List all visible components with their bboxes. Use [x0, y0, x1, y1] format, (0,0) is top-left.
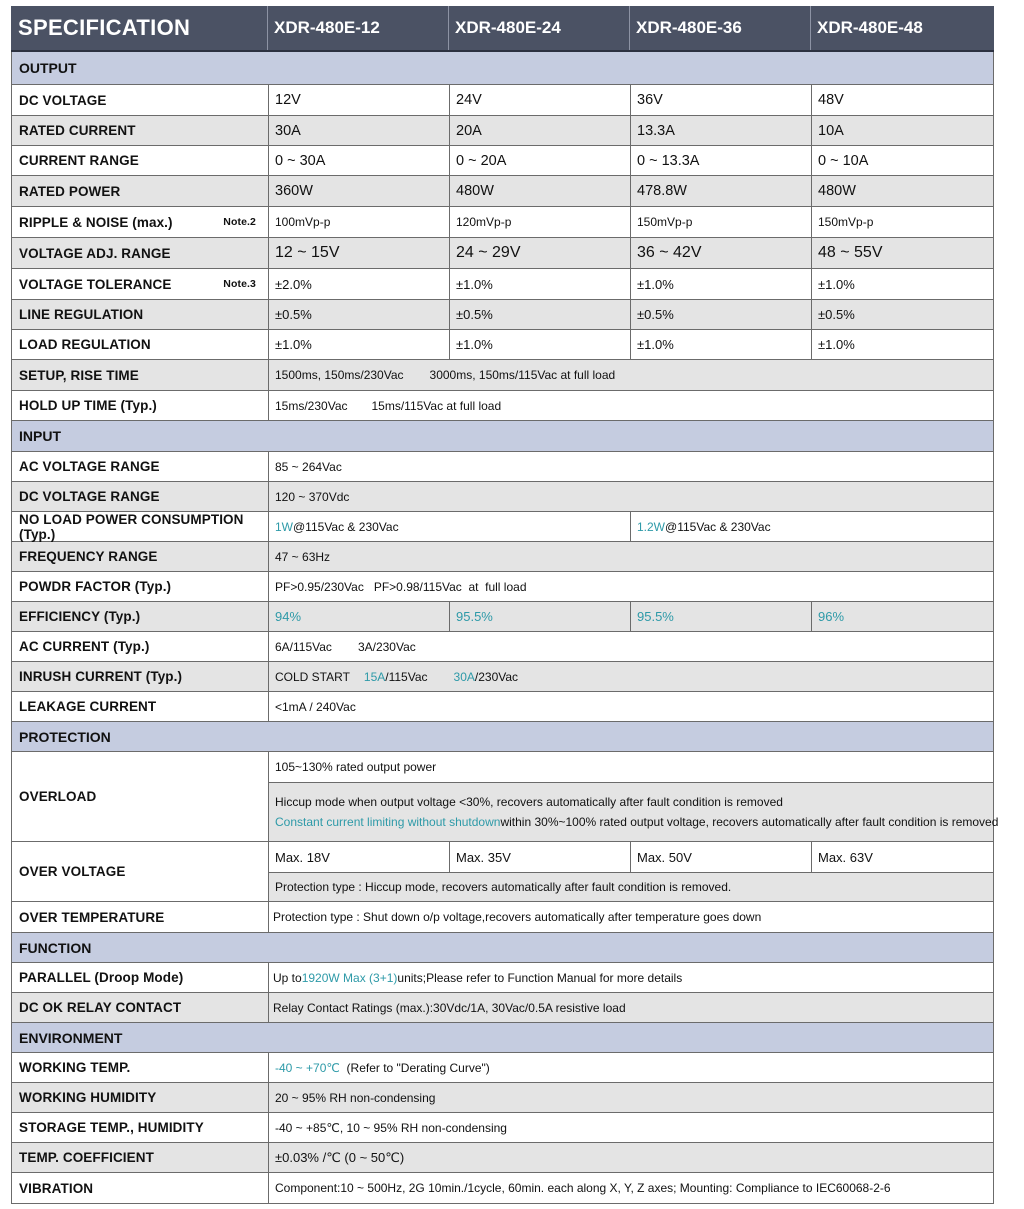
value-text: (Refer to "Derating Curve") — [339, 1060, 490, 1075]
note-badge: Note.2 — [223, 216, 256, 228]
row-overload — [12, 752, 999, 842]
value-cell — [269, 512, 631, 541]
row-label: LEAKAGE CURRENT — [12, 692, 269, 721]
row-dc-voltage — [12, 85, 993, 116]
value-cell: ±1.0% — [450, 269, 631, 299]
row-label: SETUP, RISE TIME — [12, 360, 269, 390]
value-cell: 24V — [450, 85, 631, 115]
value-cell: ±0.5% — [818, 307, 855, 322]
section-protection: PROTECTION — [12, 722, 993, 752]
holdup-230: 15ms/230Vac — [275, 398, 348, 413]
highlight-value: -40 ~ +70℃ — [275, 1060, 340, 1075]
row-label: WORKING HUMIDITY — [12, 1083, 269, 1112]
value-cell: 95.5% — [450, 602, 631, 631]
value-cell: 12V — [269, 85, 450, 115]
ac-current-115: 6A/115Vac — [275, 639, 332, 654]
inrush-prefix: COLD START — [275, 669, 350, 684]
row-label: AC CURRENT (Typ.) — [12, 632, 269, 661]
value-cell: ±1.0% — [269, 330, 450, 359]
value-text: within 30%~100% rated output voltage, recovers automatically after fault condition is removed — [500, 815, 999, 829]
value-cell: 30A — [269, 116, 450, 145]
row-label: RATED POWER — [12, 176, 269, 206]
row-ac-voltage-range — [12, 452, 993, 482]
row-label: FREQUENCY RANGE — [12, 542, 269, 571]
row-label: NO LOAD POWER CONSUMPTION (Typ.) — [12, 512, 269, 541]
row-dc-ok-relay — [12, 993, 993, 1023]
model-header-36: XDR-480E-36 — [630, 6, 811, 50]
value-cell: 20A — [450, 116, 631, 145]
value-cell: ±2.0% — [269, 269, 450, 299]
value-text: /230Vac — [474, 669, 519, 684]
model-header-24: XDR-480E-24 — [449, 6, 630, 50]
row-ripple-noise — [12, 207, 993, 238]
value-cell — [269, 360, 993, 390]
highlight-value: 30A — [453, 669, 475, 684]
specification-table — [11, 6, 999, 1204]
row-rated-power — [12, 176, 993, 207]
overload-detail — [269, 783, 999, 841]
value-cell: 0 ~ 10A — [818, 152, 869, 169]
value-text: /115Vac — [385, 669, 428, 684]
value-cell: ±0.5% — [631, 300, 812, 329]
value-text: @115Vac & 230Vac — [293, 519, 399, 534]
value-cell — [269, 1053, 993, 1082]
row-ac-current — [12, 632, 993, 662]
spec-title: SPECIFICATION — [11, 6, 268, 50]
over-voltage-note: Protection type : Hiccup mode, recovers automatically after fault condition is removed. — [269, 873, 993, 901]
value-cell: 0 ~ 13.3A — [631, 146, 812, 175]
row-voltage-adj — [12, 238, 993, 269]
row-hold-up-time — [12, 391, 993, 421]
row-label: LINE REGULATION — [12, 300, 269, 329]
section-function: FUNCTION — [12, 933, 993, 963]
value-cell: 150mVp-p — [631, 207, 812, 237]
row-setup-rise-time — [12, 360, 993, 391]
value-cell: ±1.0% — [450, 330, 631, 359]
row-temp-coefficient — [12, 1143, 993, 1173]
row-rated-current — [12, 116, 993, 146]
value-cell: ±0.5% — [450, 300, 631, 329]
setup-time-230: 1500ms, 150ms/230Vac — [275, 368, 404, 382]
value-cell: ±1.0% — [631, 330, 812, 359]
row-label: OVER TEMPERATURE — [12, 902, 269, 932]
model-header-48: XDR-480E-48 — [817, 18, 923, 37]
value-cell: 480W — [818, 183, 856, 199]
value-cell: 480W — [450, 176, 631, 206]
value-cell: 120 ~ 370Vdc — [275, 489, 350, 504]
model-header-12: XDR-480E-12 — [268, 6, 449, 50]
row-label: POWDR FACTOR (Typ.) — [12, 572, 269, 601]
value-cell — [269, 632, 993, 661]
row-over-voltage — [12, 842, 993, 902]
row-label: OVERLOAD — [12, 752, 269, 841]
row-leakage-current — [12, 692, 993, 722]
value-cell: 100mVp-p — [269, 207, 450, 237]
row-label: VOLTAGE ADJ. RANGE — [12, 238, 269, 268]
highlight-value: 15A — [363, 669, 386, 684]
value-cell — [269, 963, 993, 992]
row-label: EFFICIENCY (Typ.) — [12, 602, 269, 631]
value-cell: ±1.0% — [631, 269, 812, 299]
section-input: INPUT — [12, 421, 993, 452]
value-cell: 95.5% — [631, 602, 812, 631]
value-cell: Protection type : Shut down o/p voltage,recovers automatically after temperature goes down — [273, 910, 762, 924]
value-cell: 120mVp-p — [450, 207, 631, 237]
value-cell: ±1.0% — [818, 337, 855, 352]
value-text: Up to — [273, 970, 302, 985]
row-label: DC VOLTAGE RANGE — [12, 482, 269, 511]
value-cell: 48 ~ 55V — [818, 244, 883, 261]
value-cell: 48V — [818, 92, 844, 108]
row-label: LOAD REGULATION — [12, 330, 269, 359]
row-label: HOLD UP TIME (Typ.) — [12, 391, 269, 420]
row-over-temperature — [12, 902, 993, 933]
row-parallel — [12, 963, 993, 993]
row-label: VIBRATION — [12, 1173, 269, 1203]
value-text: @115Vac & 230Vac — [665, 519, 771, 534]
row-frequency-range — [12, 542, 993, 572]
row-label — [12, 269, 269, 299]
row-label: INRUSH CURRENT (Typ.) — [12, 662, 269, 691]
row-label: DC VOLTAGE — [12, 85, 269, 115]
row-label: DC OK RELAY CONTACT — [12, 993, 269, 1022]
over-voltage-values — [269, 842, 993, 873]
value-cell: Max. 63V — [818, 849, 873, 865]
value-cell: ±0.5% — [269, 300, 450, 329]
value-cell: 85 ~ 264Vac — [275, 459, 342, 474]
value-cell: 24 ~ 29V — [450, 238, 631, 268]
table-header — [11, 6, 994, 52]
row-vibration — [12, 1173, 993, 1203]
value-cell: 47 ~ 63Hz — [275, 549, 331, 564]
value-cell: 150mVp-p — [818, 215, 874, 229]
row-power-factor — [12, 572, 993, 602]
value-cell: 12 ~ 15V — [269, 238, 450, 268]
row-label: CURRENT RANGE — [12, 146, 269, 175]
row-line-regulation — [12, 300, 993, 330]
row-working-humidity — [12, 1083, 993, 1113]
row-voltage-tolerance — [12, 269, 993, 300]
value-cell: Max. 18V — [269, 842, 450, 872]
value-cell: -40 ~ +85℃, 10 ~ 95% RH non-condensing — [275, 1120, 507, 1135]
value-cell: 478.8W — [631, 176, 812, 206]
row-label: WORKING TEMP. — [12, 1053, 269, 1082]
value-text: units;Please refer to Function Manual for more details — [397, 970, 683, 985]
value-cell: Component:10 ~ 500Hz, 2G 10min./1cycle, 60min. each along X, Y, Z axes; Mounting: Compliance to IEC60068-2-6 — [275, 1181, 891, 1195]
value-cell: 10A — [818, 122, 844, 139]
row-label: STORAGE TEMP., HUMIDITY — [12, 1113, 269, 1142]
value-cell: Max. 50V — [631, 842, 812, 872]
value-cell: <1mA / 240Vac — [275, 699, 356, 714]
row-label-text: RIPPLE & NOISE (max.) — [19, 214, 173, 230]
value-cell: 36V — [631, 85, 812, 115]
holdup-115: 15ms/115Vac at full load — [371, 398, 502, 413]
note-badge: Note.3 — [223, 278, 256, 290]
value-cell: ±0.03% /℃ (0 ~ 50℃) — [275, 1149, 405, 1165]
row-label: OVER VOLTAGE — [12, 842, 269, 901]
row-label-text: VOLTAGE TOLERANCE — [19, 276, 172, 292]
section-environment: ENVIRONMENT — [12, 1023, 993, 1053]
value-cell: 0 ~ 30A — [269, 146, 450, 175]
setup-time-115: 3000ms, 150ms/115Vac at full load — [429, 368, 616, 382]
value-cell — [631, 512, 993, 541]
value-cell — [269, 391, 993, 420]
row-no-load-power — [12, 512, 993, 542]
overload-line-3 — [269, 812, 999, 832]
value-cell: 13.3A — [631, 116, 812, 145]
highlight-value: 1.2W — [637, 519, 666, 534]
highlight-value: 1920W Max (3+1) — [301, 970, 398, 985]
value-cell: 96% — [818, 609, 845, 624]
row-label: AC VOLTAGE RANGE — [12, 452, 269, 481]
value-cell: ±1.0% — [818, 276, 855, 292]
row-efficiency — [12, 602, 993, 632]
row-inrush-current — [12, 662, 993, 692]
highlight-value: Constant current limiting without shutdown — [275, 815, 501, 829]
ac-current-230: 3A/230Vac — [357, 639, 416, 654]
row-label — [12, 207, 269, 237]
value-cell: PF>0.95/230Vac PF>0.98/115Vac at full load — [275, 579, 527, 594]
row-storage — [12, 1113, 993, 1143]
table-body — [11, 52, 999, 1204]
row-working-temp — [12, 1053, 993, 1083]
row-label: PARALLEL (Droop Mode) — [12, 963, 269, 992]
value-cell: Relay Contact Ratings (max.):30Vdc/1A, 30Vac/0.5A resistive load — [273, 1000, 626, 1015]
value-cell: 0 ~ 20A — [450, 146, 631, 175]
value-cell — [269, 662, 993, 691]
value-cell: 360W — [269, 176, 450, 206]
overload-line-2: Hiccup mode when output voltage <30%, recovers automatically after fault condition is removed — [275, 795, 783, 809]
row-load-regulation — [12, 330, 993, 360]
row-label: RATED CURRENT — [12, 116, 269, 145]
value-cell: 20 ~ 95% RH non-condensing — [275, 1090, 436, 1105]
section-output: OUTPUT — [12, 52, 993, 85]
overload-line-1: 105~130% rated output power — [269, 752, 993, 783]
row-current-range — [12, 146, 993, 176]
value-cell: 94% — [269, 602, 450, 631]
value-cell: 36 ~ 42V — [631, 238, 812, 268]
row-dc-voltage-range — [12, 482, 993, 512]
value-cell: Max. 35V — [450, 842, 631, 872]
row-label: TEMP. COEFFICIENT — [12, 1143, 269, 1172]
highlight-value: 1W — [275, 519, 293, 534]
